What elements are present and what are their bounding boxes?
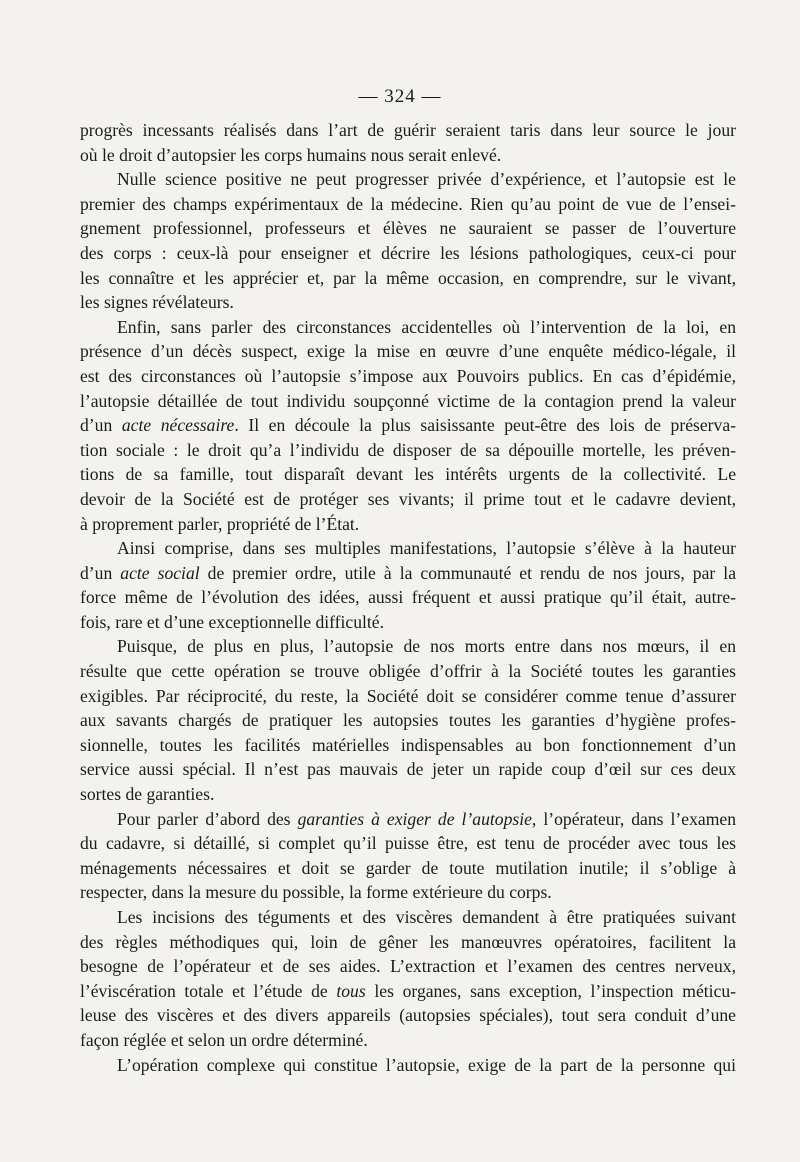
- text-line: du cadavre, si détaillé, si complet qu’il puisse être, est tenu de procéder avec tous les: [80, 833, 736, 854]
- text-line: besogne de l’opérateur et de ses aides. L’extraction et l’examen des centres nerveux,: [80, 956, 736, 977]
- paragraph: [80, 905, 736, 1053]
- paragraph: [80, 315, 736, 536]
- text-line: service aussi spécial. Il n’est pas mauvais de jeter un rapide coup d’œil sur ces deux: [80, 759, 736, 780]
- text-line: respecter, dans la mesure du possible, la forme extérieure du corps.: [80, 882, 552, 903]
- text-line: L’opération complexe qui constitue l’autopsie, exige de la part de la personne qui: [117, 1054, 736, 1075]
- text-line: sortes de garanties.: [80, 784, 215, 805]
- text-line: fois, rare et d’une exceptionnelle difficulté.: [80, 611, 385, 632]
- paragraph: [80, 634, 736, 806]
- text-line: à proprement parler, propriété de l’État.: [80, 513, 360, 534]
- italic-emphasis: acte social: [120, 562, 200, 583]
- text-line: Les incisions des téguments et des viscères demandent à être pratiquées suivant: [117, 907, 736, 927]
- text-line: ménagements nécessaires et doit se garder de toute mutilation inutile; il s’oblige à: [80, 857, 736, 878]
- paragraph: [80, 1053, 736, 1078]
- text-line: gnement professionnel, professeurs et élèves ne sauraient se passer de l’ouverture: [80, 218, 736, 239]
- text-line: sionnelle, toutes les facilités matérielles indispensables au bon fonctionnement d’un: [80, 734, 736, 755]
- italic-emphasis: tous: [336, 980, 366, 1001]
- text-line: premier des champs expérimentaux de la médecine. Rien qu’au point de vue de l’ensei-: [80, 193, 736, 214]
- paragraph: [80, 536, 736, 634]
- paragraph: [80, 118, 736, 167]
- text-line: d’un acte nécessaire. Il en découle la plus saisissante peut-être des lois de préserva-: [80, 415, 736, 436]
- paragraph: [80, 167, 736, 315]
- text-line: Pour parler d’abord des garanties à exiger de l’autopsie, l’opérateur, dans l’examen: [117, 808, 736, 829]
- text-line: tion sociale : le droit qu’a l’individu de disposer de sa dépouille mortelle, les préven-: [80, 439, 736, 460]
- text-line: façon réglée et selon un ordre déterminé.: [80, 1029, 368, 1050]
- text-line: les signes révélateurs.: [80, 292, 234, 313]
- text-line: des règles méthodiques qui, loin de gêner les manœuvres opératoires, facilitent la: [80, 931, 736, 952]
- text-line: exigibles. Par réciprocité, du reste, la Société doit se considérer comme tenue d’assurer: [80, 685, 736, 706]
- text-line: présence d’un décès suspect, exige la mise en œuvre d’une enquête médico-légale, il: [80, 341, 736, 362]
- paragraph: [80, 807, 736, 905]
- text-line: les connaître et les apprécier et, par la même occasion, en comprendre, sur le vivant,: [80, 267, 736, 288]
- text-line: l’autopsie détaillée de tout individu soupçonné victime de la contagion prend la valeur: [80, 390, 736, 411]
- text-line: progrès incessants réalisés dans l’art de guérir seraient taris dans leur source le jour: [80, 120, 736, 140]
- text-line: leuse des viscères et des divers appareils (autopsies spéciales), tout sera conduit d’une: [80, 1005, 736, 1026]
- text-line: l’éviscération totale et l’étude de tous les organes, sans exception, l’inspection méticu-: [80, 980, 736, 1001]
- text-line: devoir de la Société est de protéger ses vivants; il prime tout et le cadavre devient,: [80, 488, 736, 509]
- text-line: Ainsi comprise, dans ses multiples manifestations, l’autopsie s’élève à la hauteur: [117, 538, 736, 559]
- text-line: force même de l’évolution des idées, aussi fréquent et aussi pratique qu’il était, autre-: [80, 587, 736, 608]
- text-line: Nulle science positive ne peut progresser privée d’expérience, et l’autopsie est le: [117, 169, 736, 190]
- text-line: est des circonstances où l’autopsie s’impose aux Pouvoirs publics. En cas d’épidémie,: [80, 365, 736, 386]
- text-line: aux savants chargés de pratiquer les autopsies toutes les garanties d’hygiène profes-: [80, 710, 736, 731]
- text-line: des corps : ceux-là pour enseigner et décrire les lésions pathologiques, ceux-ci pour: [80, 242, 736, 263]
- text-line: d’un acte social de premier ordre, utile à la communauté et rendu de nos jours, par la: [80, 562, 736, 583]
- text-line: où le droit d’autopsier les corps humains nous serait enlevé.: [80, 144, 502, 165]
- text-line: Enfin, sans parler des circonstances accidentelles où l’intervention de la loi, en: [117, 316, 736, 337]
- body-text: [80, 118, 736, 1077]
- italic-emphasis: acte nécessaire: [121, 415, 235, 436]
- text-line: Puisque, de plus en plus, l’autopsie de nos morts entre dans nos mœurs, il en: [117, 636, 736, 657]
- page-number: — 324 —: [358, 86, 442, 107]
- text-line: résulte que cette opération se trouve obligée d’offrir à la Société toutes les garanties: [80, 661, 736, 682]
- text-line: tions de sa famille, tout disparaît devant les intérêts urgents de la collectivité. Le: [80, 464, 736, 485]
- italic-emphasis: garanties à exiger de l’autopsie: [297, 808, 532, 829]
